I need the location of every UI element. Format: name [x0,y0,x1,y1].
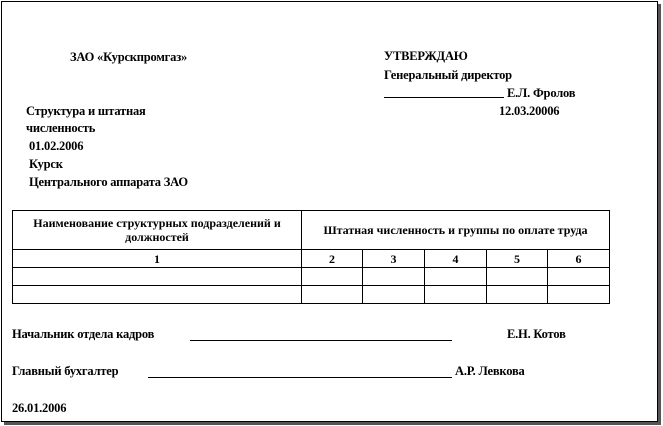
doc-title-line1: Структура и штатная [26,104,146,118]
col-number-1: 1 [13,250,302,268]
acc-signature-line [148,377,452,378]
table-number-row [13,250,610,268]
acc-label: Главный бухгалтер [12,364,119,378]
acc-name: А.Р. Левкова [455,364,525,378]
doc-city: Курск [29,157,63,171]
col-number-4: 4 [425,250,487,268]
hr-name: Е.Н. Котов [507,327,566,341]
approve-title: УТВЕРЖДАЮ [384,49,468,63]
col1-header: Наименование структурных подразделений и должностей [13,211,302,250]
col-number-5: 5 [487,250,548,268]
hr-label: Начальник отдела кадров [12,327,155,341]
hr-signature-line [190,340,452,341]
doc-date: 01.02.2006 [29,139,84,153]
col-number-2: 2 [302,250,363,268]
footer-date: 26.01.2006 [12,401,67,415]
col-number-6: 6 [548,250,610,268]
approve-position: Генеральный директор [384,68,512,82]
doc-title-line2: численность [26,121,96,135]
staff-table [12,210,610,304]
table-header-row [13,211,610,250]
doc-department: Центрального аппарата ЗАО [29,175,188,189]
approve-signature-line [384,97,504,98]
col-number-3: 3 [363,250,425,268]
group-header: Штатная численность и группы по оплате труда [302,211,610,250]
table-row [13,268,610,286]
company-name: ЗАО «Курскпромгаз» [70,50,188,64]
approve-date: 12.03.20006 [499,104,560,118]
table-row [13,286,610,304]
approve-signer: Е.Л. Фролов [507,86,576,100]
